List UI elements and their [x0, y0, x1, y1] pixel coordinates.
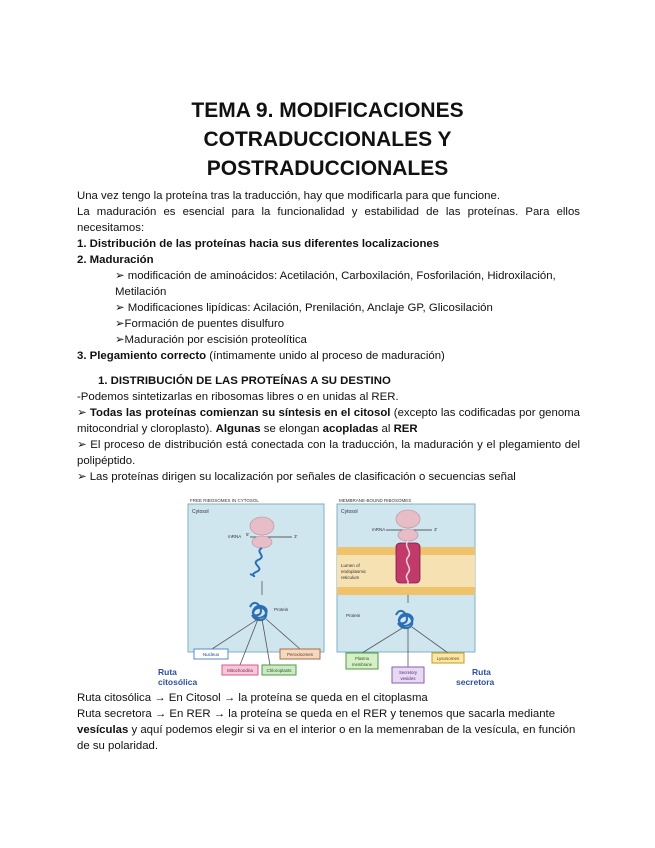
box-peroxisomes-label: Peroxisomes	[286, 652, 314, 657]
ruta-citosolica-line2: citosólica	[158, 677, 198, 687]
list-item-3: 3. Plegamiento correcto (íntimamente unido al proceso de maduración)	[77, 350, 445, 362]
left-ribosome-large	[250, 517, 274, 535]
intro-paragraph-2: La maduración es esencial para la funcionalidad y estabilidad de las proteínas. Para ellos necesitamos:	[77, 206, 580, 234]
body-text	[77, 188, 580, 485]
left-protein-label: Protein	[274, 607, 289, 612]
ruta-citosolica-line1: Ruta	[158, 667, 177, 677]
box-mitochondria-label: Mitochondria	[227, 668, 253, 673]
box-secretory-vesicles-label-1: Secretory	[399, 670, 417, 675]
box-plasma-membrane-label-1: Plasma	[355, 656, 369, 661]
right-three-prime: 3'	[434, 527, 438, 532]
section-line-2: ➢ Todas las proteínas comienzan su síntesis en el citosol (excepto las codificadas por genoma mitocondrial y cloroplasto). Algunas se elongan acopladas al RER	[77, 407, 581, 435]
lumen-label-2: endoplasmic	[341, 569, 367, 574]
sub-item-1: ➢ modificación de aminoácidos: Acetilación, Carboxilación, Fosforilación, Hidroxilación, Metilación	[115, 270, 556, 298]
title-line-1: TEMA 9. MODIFICACIONES	[191, 99, 464, 122]
bottom-line-1: Ruta citosólica → En Citosol → la proteína se queda en el citoplasma	[77, 692, 428, 704]
right-ribosome-large	[396, 510, 420, 528]
sub-item-4: ➢Maduración por escisión proteolítica	[115, 334, 307, 346]
bottom-line-2: Ruta secretora → En RER → la proteína se queda en el RER y tenemos que sacarla mediante vesículas y aquí podemos elegir si va en el interior o en la memenraban de la vesícula, en función de su polaridad.	[77, 708, 576, 752]
ruta-secretora-line2: secretora	[456, 677, 495, 687]
box-chloroplasts-label: Chloroplasts	[266, 668, 292, 673]
left-panel-header: FREE RIBOSOMES IN CYTOSOL	[190, 498, 259, 503]
box-nucleus-label: Nucleus	[202, 652, 220, 657]
bottom-text	[77, 690, 580, 754]
title-line-3: POSTRADUCCIONALES	[206, 157, 449, 180]
sub-item-2: ➢ Modificaciones lipídicas: Acilación, Prenilación, Anclaje GP, Glicosilación	[115, 302, 493, 314]
ruta-secretora-line1: Ruta	[472, 667, 491, 677]
right-cytosol-label: Cytosol	[341, 509, 358, 515]
right-panel-header: MEMBRANE-BOUND RIBOSOMES	[339, 498, 412, 503]
title-line-2: COTRADUCCIONALES Y	[203, 128, 452, 151]
left-mrna-label: mRNA	[228, 534, 242, 539]
intro-paragraph-1: Una vez tengo la proteína tras la traducción, hay que modificarla para que funcione.	[77, 190, 500, 202]
list-item-1: 1. Distribución de las proteínas hacia sus diferentes localizaciones	[77, 238, 440, 250]
sub-item-3: ➢Formación de puentes disulfuro	[115, 318, 285, 330]
protein-sorting-figure	[150, 497, 510, 690]
section-line-3: ➢ El proceso de distribución está conectada con la traducción, la maduración y el plegamiento del polipéptido.	[77, 439, 580, 467]
list-item-2: 2. Maduración	[77, 254, 154, 266]
right-protein-label: Protein	[346, 613, 361, 618]
section-line-4: ➢ Las proteínas dirigen su localización por señales de clasificación o secuencias señal	[77, 471, 516, 483]
right-ribosome-small	[398, 529, 418, 541]
left-five-prime: 5'	[246, 532, 250, 537]
box-plasma-membrane-label-2: membrane	[351, 662, 373, 667]
box-lysosomes-label: Lysosomes	[436, 656, 460, 661]
left-cytosol-label: Cytosol	[192, 509, 209, 515]
page-title	[0, 96, 655, 183]
section-heading: 1. DISTRIBUCIÓN DE LAS PROTEÍNAS A SU DESTINO	[98, 375, 391, 387]
section-line-1: -Podemos sintetizarlas en ribosomas libres o en unidas al RER.	[77, 391, 399, 403]
box-secretory-vesicles-label-2: vesicles	[400, 676, 416, 681]
er-membrane-bottom	[337, 587, 475, 595]
left-three-prime: 3'	[294, 534, 298, 539]
left-ribosome-small	[252, 536, 272, 548]
lumen-label-1: Lumen of	[341, 563, 360, 568]
lumen-label-3: reticulum	[341, 575, 360, 580]
right-mrna-label: mRNA	[372, 527, 386, 532]
